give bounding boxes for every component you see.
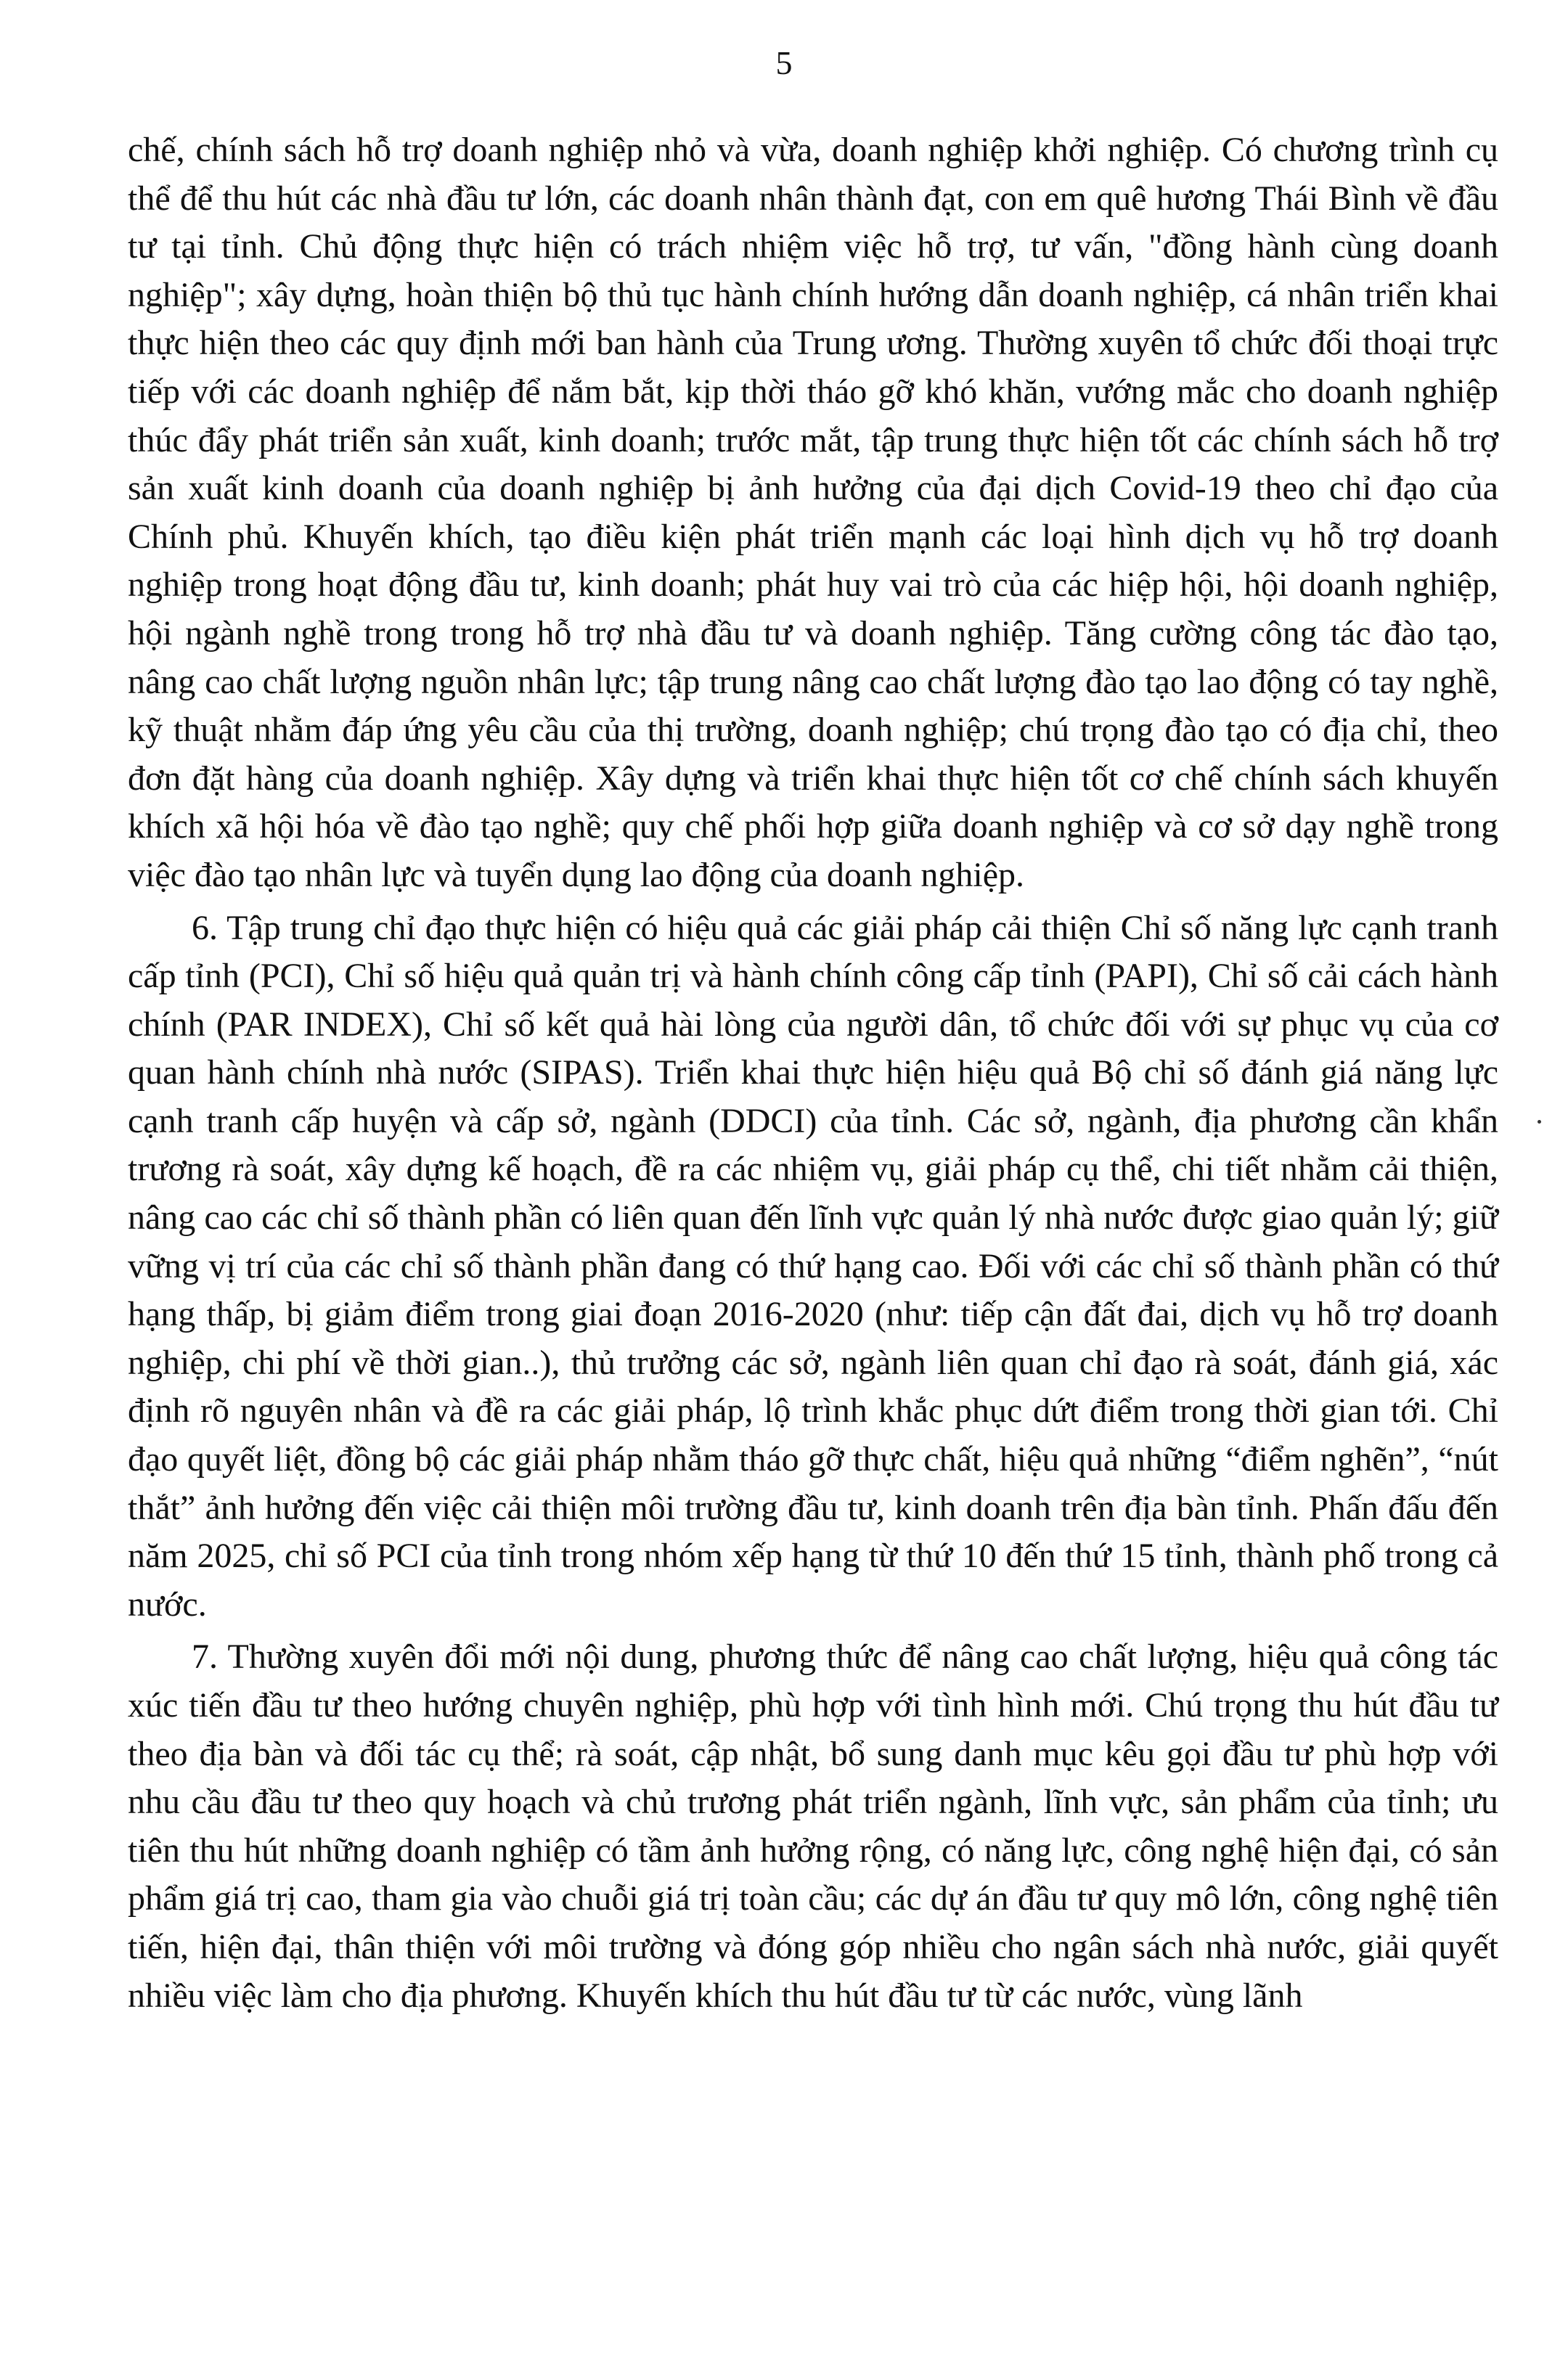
document-body xyxy=(128,126,1498,2020)
paragraph-item-6: 6. Tập trung chỉ đạo thực hiện có hiệu quả các giải pháp cải thiện Chỉ số năng lực cạnh tranh cấp tỉnh (PCI), Chỉ số hiệu quả quản trị và hành chính công cấp tỉnh (PAPI), Chỉ số cải cách hành chính (PAR INDEX), Chỉ số kết quả hài lòng của người dân, tổ chức đối với sự phục vụ của cơ quan hành chính nhà nước (SIPAS). Triển khai thực hiện hiệu quả Bộ chỉ số đánh giá năng lực cạnh tranh cấp huyện và cấp sở, ngành (DDCI) của tỉnh. Các sở, ngành, địa phương cần khẩn trương rà soát, xây dựng kế hoạch, đề ra các nhiệm vụ, giải pháp cụ thể, chi tiết nhằm cải thiện, nâng cao các chỉ số thành phần có liên quan đến lĩnh vực quản lý nhà nước được giao quản lý; giữ vững vị trí của các chỉ số thành phần đang có thứ hạng cao. Đối với các chỉ số thành phần có thứ hạng thấp, bị giảm điểm trong giai đoạn 2016-2020 (như: tiếp cận đất đai, dịch vụ hỗ trợ doanh nghiệp, chi phí về thời gian..), thủ trưởng các sở, ngành liên quan chỉ đạo rà soát, đánh giá, xác định rõ nguyên nhân và đề ra các giải pháp, lộ trình khắc phục dứt điểm trong thời gian tới. Chỉ đạo quyết liệt, đồng bộ các giải pháp nhằm tháo gỡ thực chất, hiệu quả những “điểm nghẽn”, “nút thắt” ảnh hưởng đến việc cải thiện môi trường đầu tư, kinh doanh trên địa bàn tỉnh. Phấn đấu đến năm 2025, chỉ số PCI của tỉnh trong nhóm xếp hạng từ thứ 10 đến thứ 15 tỉnh, thành phố trong cả nước. xyxy=(128,908,1498,1624)
paragraph-item-7: 7. Thường xuyên đổi mới nội dung, phương thức để nâng cao chất lượng, hiệu quả công tác xúc tiến đầu tư theo hướng chuyên nghiệp, phù hợp với tình hình mới. Chú trọng thu hút đầu tư theo địa bàn và đối tác cụ thể; rà soát, cập nhật, bổ sung danh mục kêu gọi đầu tư phù hợp với nhu cầu đầu tư theo quy hoạch và chủ trương phát triển ngành, lĩnh vực, sản phẩm của tỉnh; ưu tiên thu hút những doanh nghiệp có tầm ảnh hưởng rộng, có năng lực, công nghệ hiện đại, có sản phẩm giá trị cao, tham gia vào chuỗi giá trị toàn cầu; các dự án đầu tư quy mô lớn, công nghệ tiên tiến, hiện đại, thân thiện với môi trường và đóng góp nhiều cho ngân sách nhà nước, giải quyết nhiều việc làm cho địa phương. Khuyến khích thu hút đầu tư từ các nước, vùng lãnh xyxy=(128,1637,1498,2015)
paragraph-continuation: chế, chính sách hỗ trợ doanh nghiệp nhỏ và vừa, doanh nghiệp khởi nghiệp. Có chương trình cụ thể để thu hút các nhà đầu tư lớn, các doanh nhân thành đạt, con em quê hương Thái Bình về đầu tư tại tỉnh. Chủ động thực hiện có trách nhiệm việc hỗ trợ, tư vấn, "đồng hành cùng doanh nghiệp"; xây dựng, hoàn thiện bộ thủ tục hành chính hướng dẫn doanh nghiệp, cá nhân triển khai thực hiện theo các quy định mới ban hành của Trung ương. Thường xuyên tổ chức đối thoại trực tiếp với các doanh nghiệp để nắm bắt, kịp thời tháo gỡ khó khăn, vướng mắc cho doanh nghiệp thúc đẩy phát triển sản xuất, kinh doanh; trước mắt, tập trung thực hiện tốt các chính sách hỗ trợ sản xuất kinh doanh của doanh nghiệp bị ảnh hưởng của đại dịch Covid-19 theo chỉ đạo của Chính phủ. Khuyến khích, tạo điều kiện phát triển mạnh các loại hình dịch vụ hỗ trợ doanh nghiệp trong hoạt động đầu tư, kinh doanh; phát huy vai trò của các hiệp hội, hội doanh nghiệp, hội ngành nghề trong trong hỗ trợ nhà đầu tư và doanh nghiệp. Tăng cường công tác đào tạo, nâng cao chất lượng nguồn nhân lực; tập trung nâng cao chất lượng đào tạo lao động có tay nghề, kỹ thuật nhằm đáp ứng yêu cầu của thị trường, doanh nghiệp; chú trọng đào tạo có địa chỉ, theo đơn đặt hàng của doanh nghiệp. Xây dựng và triển khai thực hiện tốt cơ chế chính sách khuyến khích xã hội hóa về đào tạo nghề; quy chế phối hợp giữa doanh nghiệp và cơ sở dạy nghề trong việc đào tạo nhân lực và tuyển dụng lao động của doanh nghiệp. xyxy=(128,131,1498,894)
page-number: 5 xyxy=(775,44,793,81)
scan-speck xyxy=(1538,1120,1541,1124)
